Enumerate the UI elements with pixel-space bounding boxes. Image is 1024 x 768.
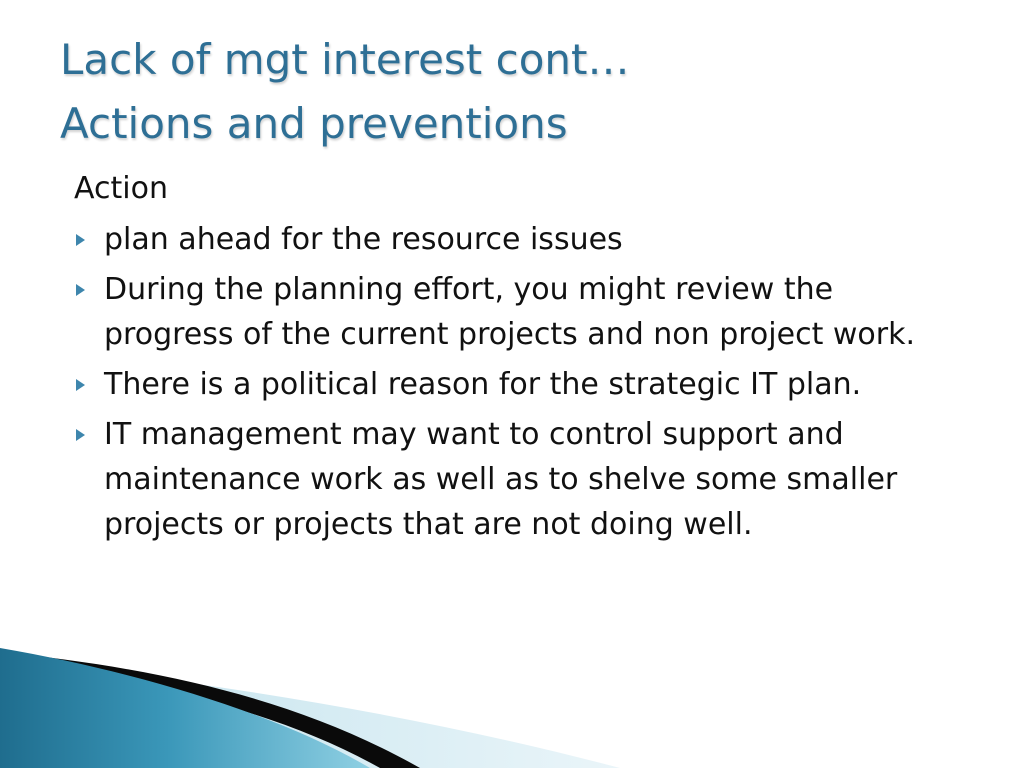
list-item xyxy=(74,362,954,407)
wave-pale-band xyxy=(0,660,620,768)
bullet-text: During the planning effort, you might review the progress of the current projects and non project work. xyxy=(104,272,915,352)
wave-black-band xyxy=(0,652,420,768)
bullet-text: There is a political reason for the strategic IT plan. xyxy=(104,367,862,402)
slide-body xyxy=(74,166,954,552)
title-line-2: Actions and preventions xyxy=(60,99,568,148)
right-triangle-bullet-icon xyxy=(76,429,85,441)
right-triangle-bullet-icon xyxy=(76,284,85,296)
bullet-list xyxy=(74,217,954,547)
title-line-1: Lack of mgt interest cont… xyxy=(60,35,630,84)
bullet-text: IT management may want to control support and maintenance work as well as to shelve some smaller projects or projects that are not doing well. xyxy=(104,417,898,542)
list-item xyxy=(74,412,954,547)
right-triangle-bullet-icon xyxy=(76,379,85,391)
bullet-text: plan ahead for the resource issues xyxy=(104,222,623,257)
slide-title xyxy=(60,28,980,156)
right-triangle-bullet-icon xyxy=(76,234,85,246)
section-heading: Action xyxy=(74,171,168,206)
list-item xyxy=(74,217,954,262)
wave-blue-band xyxy=(0,648,370,768)
list-item xyxy=(74,267,954,357)
